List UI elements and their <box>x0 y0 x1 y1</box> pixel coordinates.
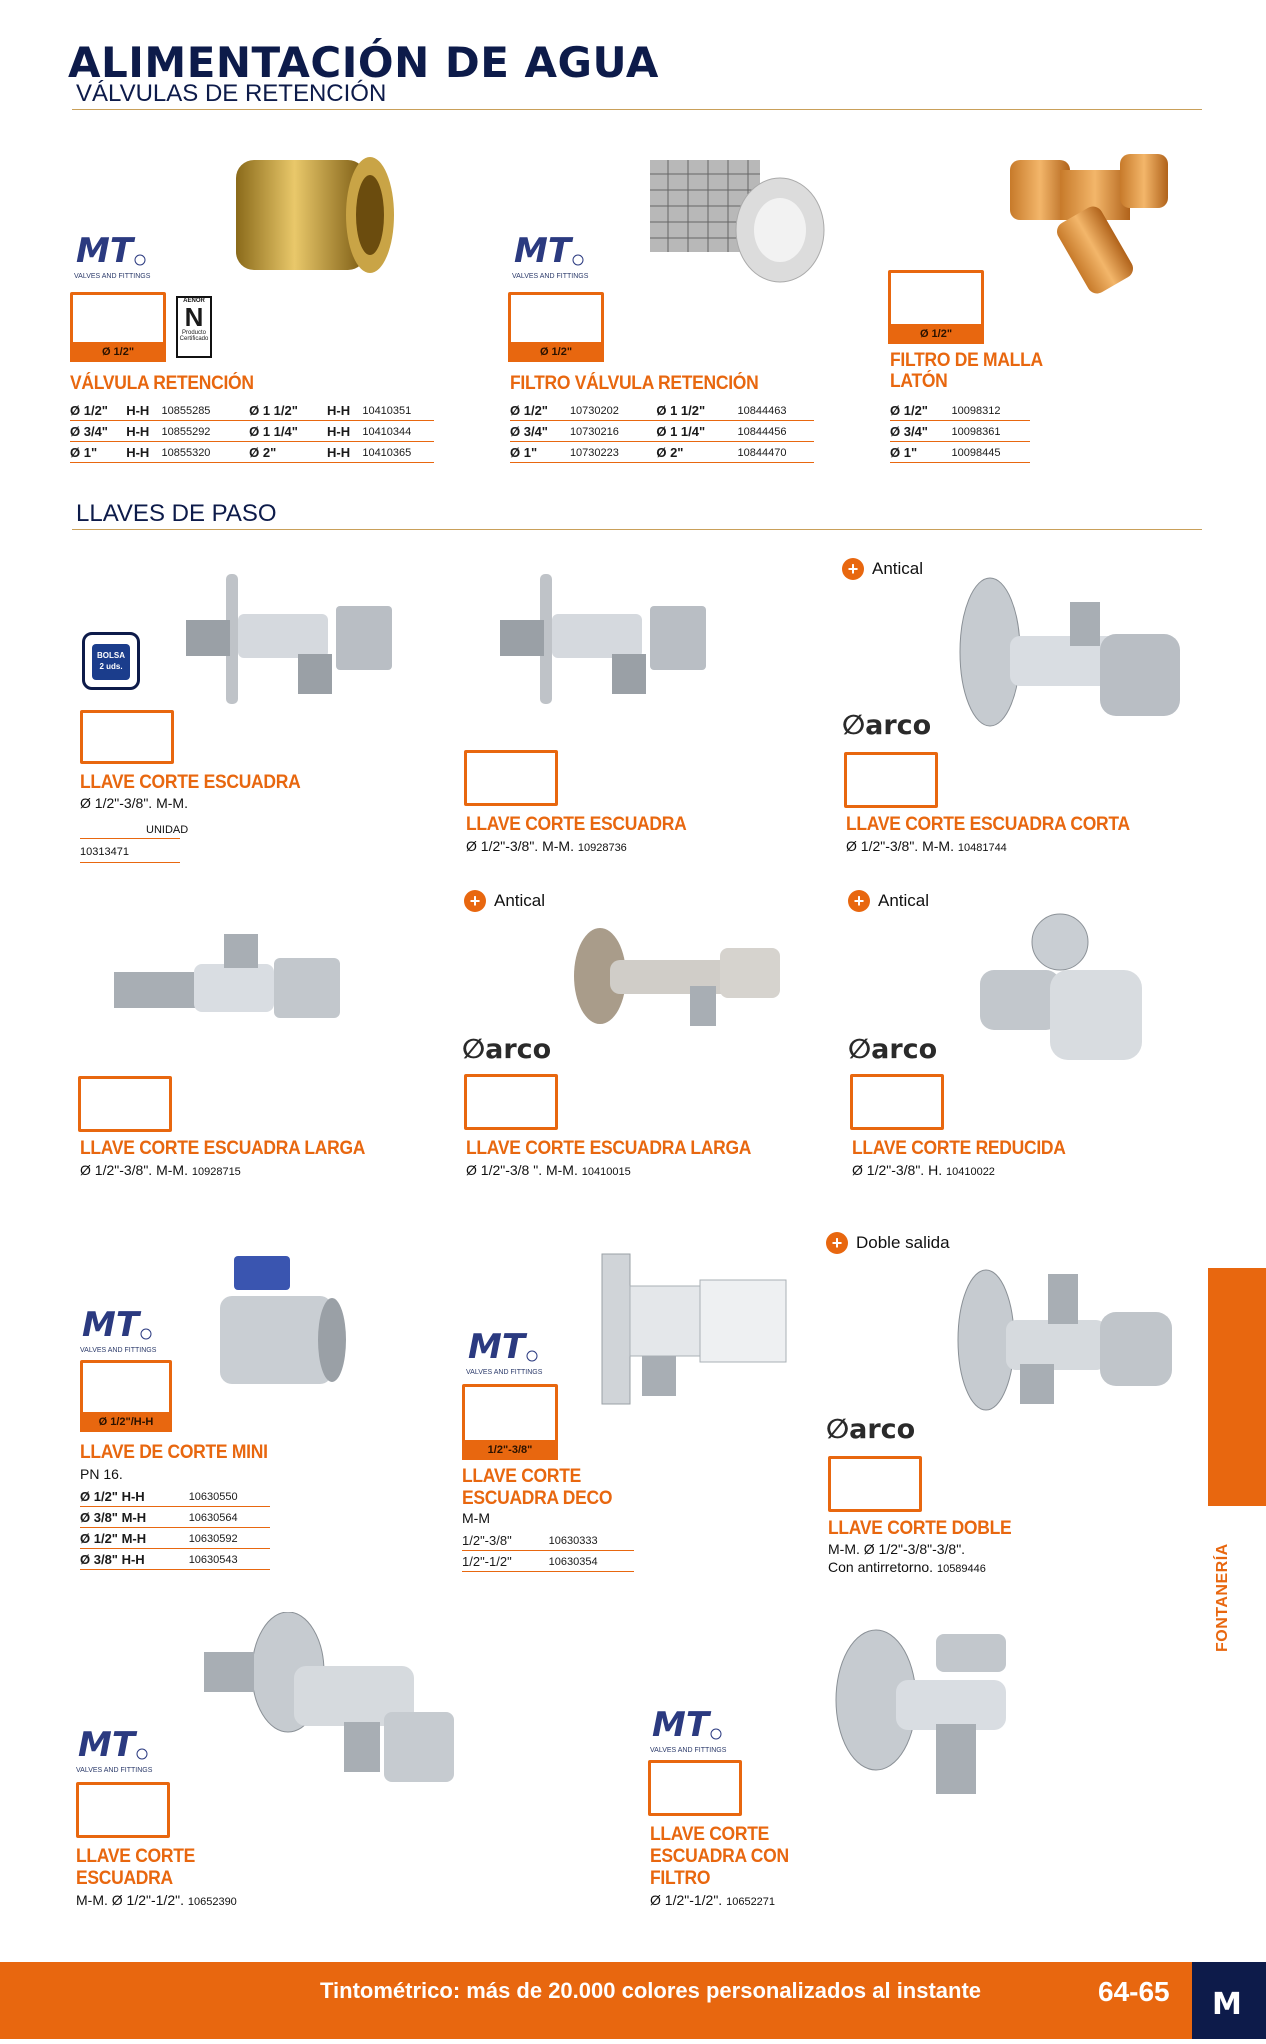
plus-icon: + <box>848 890 870 912</box>
product-desc: Ø 1/2"-3/8". H. 10410022 <box>852 1162 995 1178</box>
product-desc: Ø 1/2"-3/8". M-M. 10928736 <box>466 838 627 854</box>
price-box <box>76 1782 170 1838</box>
mt-brand-logo: MT VALVES AND FITTINGS <box>650 1706 727 1754</box>
product-name: LLAVE DE CORTE MINI <box>80 1442 268 1463</box>
product-name: LLAVE CORTE DOBLE <box>828 1518 1012 1539</box>
price-tab: Ø 1/2" <box>70 342 166 362</box>
mt-brand-logo: MT VALVES AND FITTINGS <box>74 232 151 280</box>
arco-brand-logo: ∅arco <box>826 1414 916 1445</box>
table-row: Ø 1" 10730223 Ø 2" 10844470 <box>510 442 814 463</box>
filter-angle-valve-image <box>826 1620 1056 1810</box>
mt-brand-logo: MT VALVES AND FITTINGS <box>80 1306 157 1354</box>
svg-text:M: M <box>1212 1987 1242 2022</box>
category-side-tab <box>1208 1268 1266 1506</box>
svg-text:MT: MT <box>78 1726 136 1762</box>
deco-angle-valve-image <box>582 1250 792 1410</box>
price-box <box>464 750 558 806</box>
page-title: ALIMENTACIÓN DE AGUA <box>68 38 659 87</box>
table-row: Ø 3/8" M-H 10630564 <box>80 1507 270 1528</box>
spec-table-filtro <box>510 400 814 463</box>
mini-ball-valve-image <box>216 1256 346 1398</box>
product-name: LLAVE CORTE ESCUADRA LARGA <box>80 1138 366 1159</box>
price-box: Ø 1/2"/H-H <box>80 1360 172 1432</box>
product-name-line2: ESCUADRA <box>76 1868 173 1889</box>
price-box <box>464 1074 558 1130</box>
product-desc: Ø 1/2"-3/8". M-M. <box>80 795 188 811</box>
price-box: Ø 1/2" <box>888 270 984 344</box>
aenor-certification-logo: AENOR N Producto Certificado <box>176 296 212 358</box>
table-row: Ø 3/4" 10730216 Ø 1 1/4" 10844456 <box>510 421 814 442</box>
arco-brand-logo: ∅arco <box>842 710 932 741</box>
short-angle-valve-image <box>950 572 1190 732</box>
spec-table-mini <box>80 1486 270 1570</box>
price-box <box>850 1074 944 1130</box>
antical-badge: + Antical <box>848 890 929 912</box>
svg-text:MT: MT <box>468 1328 526 1364</box>
table-row: Ø 3/4" 10098361 <box>890 421 1030 442</box>
plus-icon: + <box>464 890 486 912</box>
svg-text:MT: MT <box>76 232 134 268</box>
product-name-line3: FILTRO <box>650 1868 711 1889</box>
section-rule <box>72 109 1202 110</box>
long-angle-valve-arco-image <box>560 920 790 1040</box>
table-row: Ø 1/2" 10730202 Ø 1 1/2" 10844463 <box>510 400 814 421</box>
price-box: Ø 1/2" <box>508 292 604 362</box>
section-title-llaves: LLAVES DE PASO <box>76 500 277 527</box>
product-desc: Ø 1/2"-1/2". 10652271 <box>650 1892 776 1908</box>
section-rule <box>72 529 1202 530</box>
doble-salida-badge: + Doble salida <box>826 1232 950 1254</box>
table-row: Ø 1/2" M-H 10630592 <box>80 1528 270 1549</box>
spec-table-malla <box>890 400 1030 463</box>
product-desc: Ø 1/2"-3/8". M-M. 10928715 <box>80 1162 241 1178</box>
product-name: LLAVE CORTE ESCUADRA <box>466 814 687 835</box>
product-name-line1: FILTRO DE MALLA <box>890 350 1043 371</box>
product-desc: Ø 1/2"-3/8 ". M-M. 10410015 <box>466 1162 631 1178</box>
brand-logo <box>1192 1962 1266 2039</box>
product-desc: Ø 1/2"-3/8". M-M. 10481744 <box>846 838 1007 854</box>
reduced-valve-image <box>970 910 1150 1090</box>
table-row: Ø 3/4" H-H 10855292 Ø 1 1/4" H-H 10410344 <box>70 421 434 442</box>
price-box: 1/2"-3/8" <box>462 1384 558 1460</box>
unit-label: UNIDAD <box>146 824 189 836</box>
y-strainer-image <box>1000 140 1180 300</box>
angle-valve-image <box>186 570 406 710</box>
table-row: Ø 3/8" H-H 10630543 <box>80 1549 270 1570</box>
table-row: Ø 1/2" H-H 10630550 <box>80 1486 270 1507</box>
footer-promo-text: Tintométrico: más de 20.000 colores personalizados al instante <box>320 1978 982 2003</box>
svg-text:MT: MT <box>514 232 572 268</box>
mt-brand-logo: MT VALVES AND FITTINGS <box>512 232 589 280</box>
product-name-line2: ESCUADRA DECO <box>462 1488 613 1509</box>
spec-table-deco <box>462 1530 634 1572</box>
price-box <box>844 752 938 808</box>
mt-brand-logo: MT VALVES AND FITTINGS <box>76 1726 153 1774</box>
angle-valve-image <box>204 1612 464 1812</box>
antical-badge: + Antical <box>842 558 923 580</box>
section-title-valvulas: VÁLVULAS DE RETENCIÓN <box>76 80 387 107</box>
table-row: Ø 1/2" H-H 10855285 Ø 1 1/2" H-H 10410351 <box>70 400 434 421</box>
arco-brand-logo: ∅arco <box>462 1034 552 1065</box>
plus-icon: + <box>842 558 864 580</box>
table-row: Ø 1" 10098445 <box>890 442 1030 463</box>
product-name-line1: LLAVE CORTE <box>462 1466 582 1487</box>
bag-2-units-badge: BOLSA 2 uds. <box>82 632 140 690</box>
product-name: LLAVE CORTE REDUCIDA <box>852 1138 1066 1159</box>
price-box <box>80 710 174 764</box>
svg-text:MT: MT <box>652 1706 710 1742</box>
product-name-line1: LLAVE CORTE <box>76 1846 196 1867</box>
product-name-line2: ESCUADRA CON <box>650 1846 789 1867</box>
category-label: FONTANERÍA <box>1214 1543 1231 1652</box>
price-box <box>70 292 166 362</box>
svg-text:MT: MT <box>82 1306 140 1342</box>
antical-badge: + Antical <box>464 890 545 912</box>
product-name-line1: LLAVE CORTE <box>650 1824 770 1845</box>
plus-icon: + <box>826 1232 848 1254</box>
product-name: FILTRO VÁLVULA RETENCIÓN <box>510 373 759 394</box>
mt-brand-logo: MT VALVES AND FITTINGS <box>466 1328 543 1376</box>
product-desc: M-M. Ø 1/2"-3/8"-3/8". <box>828 1541 966 1557</box>
product-desc: PN 16. <box>80 1466 123 1482</box>
price-box <box>648 1760 742 1816</box>
arco-brand-logo: ∅arco <box>848 1034 938 1065</box>
price-box <box>828 1456 922 1512</box>
product-desc: M-M <box>462 1510 490 1526</box>
table-row: Ø 1/2" 10098312 <box>890 400 1030 421</box>
check-valve-image <box>224 140 400 292</box>
angle-valve-image <box>500 570 720 710</box>
product-code: 10313471 <box>80 846 129 858</box>
product-name: LLAVE CORTE ESCUADRA <box>80 772 301 793</box>
product-desc: Con antirretorno. 10589446 <box>828 1559 986 1575</box>
page-number: 64-65 <box>1098 1976 1170 2007</box>
product-desc: M-M. Ø 1/2"-1/2". 10652390 <box>76 1892 237 1908</box>
long-angle-valve-image <box>114 928 354 1048</box>
table-row: 1/2"-3/8" 10630333 <box>462 1530 634 1551</box>
product-name: VÁLVULA RETENCIÓN <box>70 373 254 394</box>
table-row: 1/2"-1/2" 10630354 <box>462 1551 634 1572</box>
double-outlet-valve-image <box>950 1260 1180 1420</box>
product-name-line2: LATÓN <box>890 371 948 392</box>
filter-valve-image <box>630 140 830 290</box>
product-name: LLAVE CORTE ESCUADRA LARGA <box>466 1138 752 1159</box>
price-box <box>78 1076 172 1132</box>
product-name: LLAVE CORTE ESCUADRA CORTA <box>846 814 1130 835</box>
table-row: Ø 1" H-H 10855320 Ø 2" H-H 10410365 <box>70 442 434 463</box>
spec-table-valvula <box>70 400 434 463</box>
